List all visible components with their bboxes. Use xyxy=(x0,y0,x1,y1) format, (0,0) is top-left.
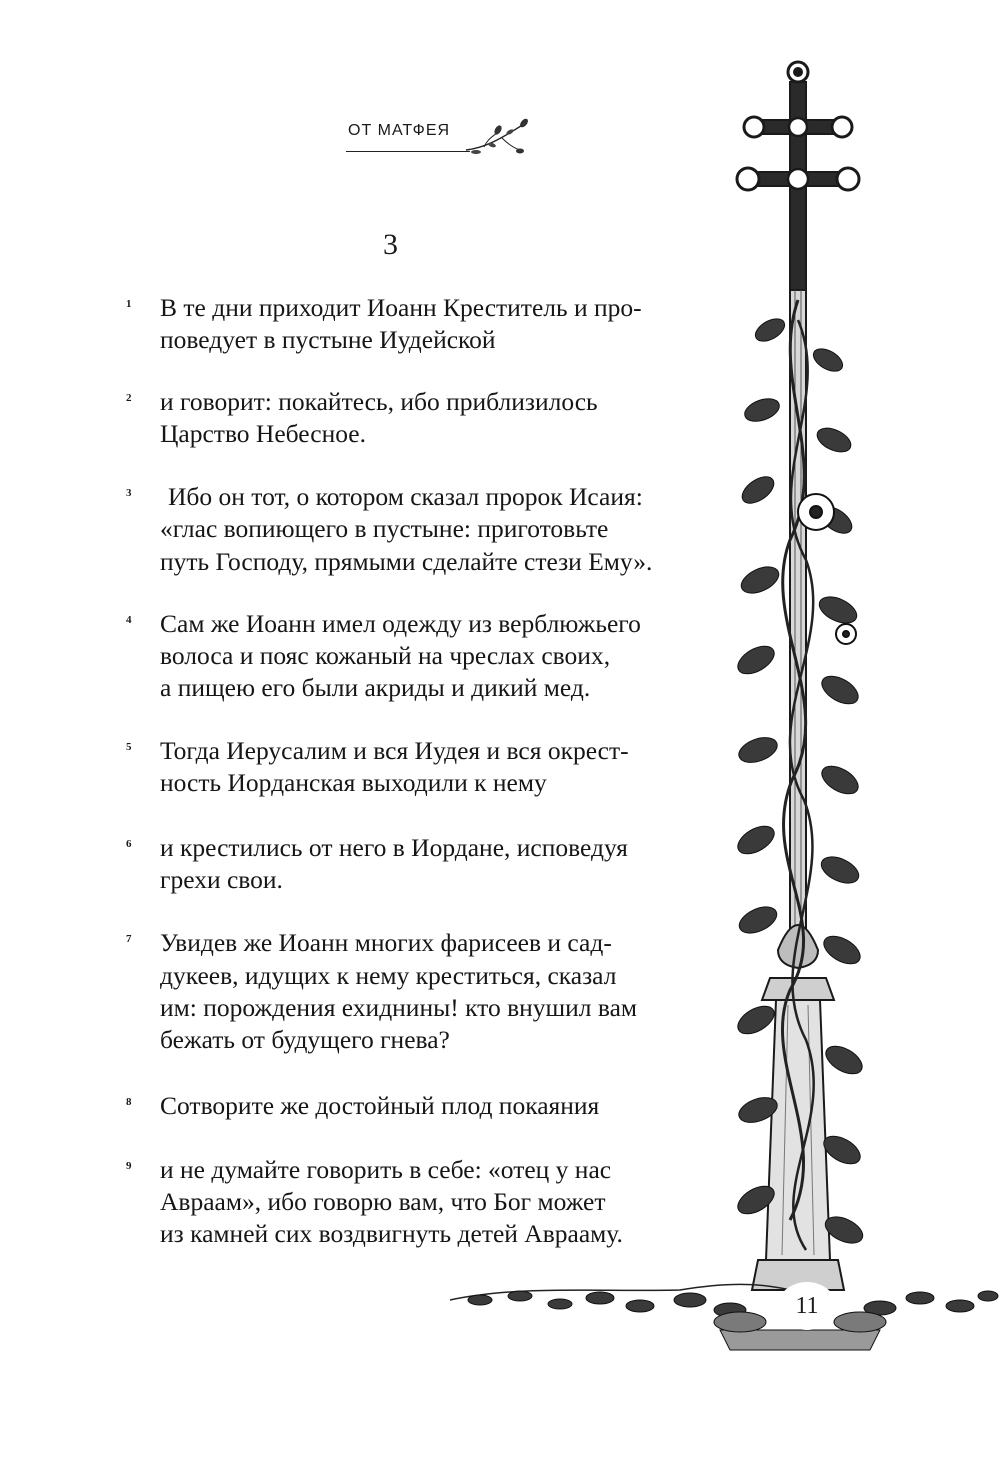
verse-line: из камней сих воздвигнуть детей Аврааму. xyxy=(160,1219,623,1248)
verse-number: 1 xyxy=(126,298,132,310)
chapter-number: 3 xyxy=(383,228,398,261)
verse-line: и говорит: покайтесь, ибо приблизилось xyxy=(160,387,598,416)
verse-line: Тогда Иерусалим и вся Иудея и вся окрест- xyxy=(160,736,629,765)
verse-number: 3 xyxy=(126,487,132,499)
verse-line: Авраам», ибо говорю вам, что Бог может xyxy=(160,1187,606,1216)
verse-number: 8 xyxy=(126,1096,132,1108)
verse-number: 7 xyxy=(126,933,132,945)
verse-line: Увидев же Иоанн многих фарисеев и сад- xyxy=(160,928,612,957)
verse-number: 2 xyxy=(126,392,132,404)
verse-line: грехи свои. xyxy=(160,865,283,894)
verse-line: «глас вопиющего в пустыне: приготовьте xyxy=(160,514,609,543)
verse-number: 5 xyxy=(126,741,132,753)
cross-icon xyxy=(737,62,859,292)
verse-line: путь Господу, прямыми сделайте стези Ему». xyxy=(160,547,653,576)
verse-line: В те дни приходит Иоанн Креститель и про- xyxy=(160,293,642,322)
verse-number: 9 xyxy=(126,1160,132,1172)
page-number: 11 xyxy=(778,1282,836,1330)
verse-line: Сам же Иоанн имел одежду из верблюжьего xyxy=(160,609,641,638)
verse-line: дукеев, идущих к нему креститься, сказал xyxy=(160,961,617,990)
verse-line: Царство Небесное. xyxy=(160,419,366,448)
verse-line: ность Иорданская выходили к нему xyxy=(160,768,547,797)
verse-line: а пищею его были акриды и дикий мед. xyxy=(160,673,591,702)
verse-line: Ибо он тот, о котором сказал пророк Исаия: xyxy=(168,482,643,511)
verse-line: волоса и пояс кожаный на чреслах своих, xyxy=(160,641,611,670)
verse-number: 4 xyxy=(126,614,132,626)
book-title: ОТ МАТФЕЯ xyxy=(348,122,451,139)
verse-line: и не думайте говорить в себе: «отец у нас xyxy=(160,1155,612,1184)
verse-number: 6 xyxy=(126,838,132,850)
verse-line: Сотворите же достойный плод покаяния xyxy=(160,1091,600,1120)
ornamental-cross-column-illustration xyxy=(440,60,1000,1467)
verse-line: поведует в пустыне Иудейской xyxy=(160,325,496,354)
verse-line: им: порождения ехиднины! кто внушил вам xyxy=(160,993,638,1022)
verse-line: бежать от будущего гнева? xyxy=(160,1025,450,1054)
verse-line: и крестились от него в Иордане, исповедуя xyxy=(160,833,628,862)
